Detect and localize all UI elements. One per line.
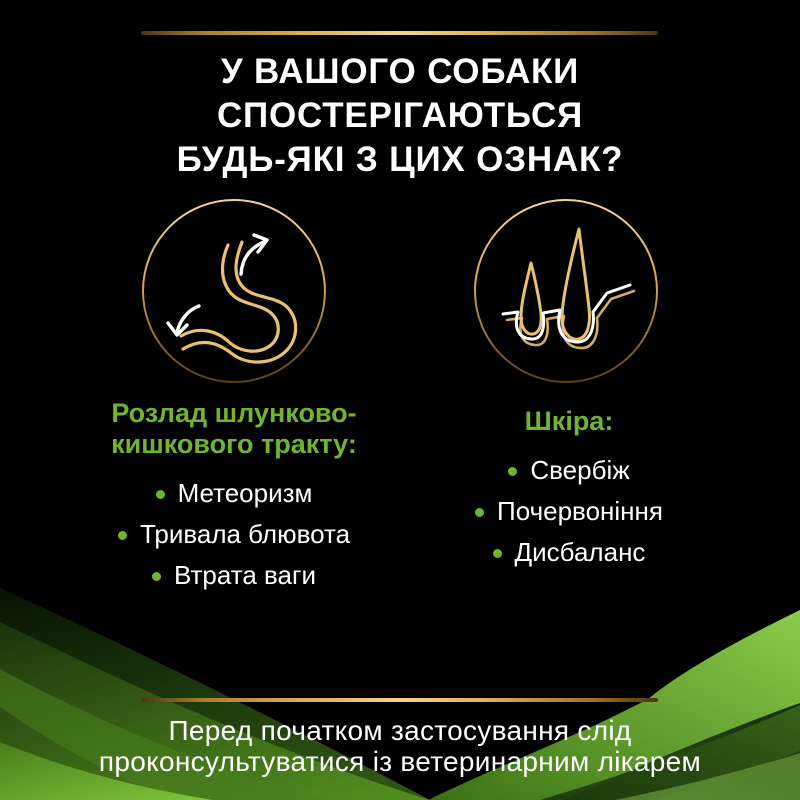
- list-item: [44, 479, 424, 507]
- hair-follicle-icon: [473, 198, 659, 384]
- list-item-label: Втрата ваги: [173, 560, 317, 590]
- disclaimer-line: проконсультуватися із ветеринарним лікарем: [98, 746, 702, 777]
- bullet-dot: [156, 490, 165, 499]
- page-title: [0, 50, 800, 182]
- bullet-dot: [152, 572, 161, 581]
- disclaimer-line: Перед початком застосування слід: [168, 715, 632, 746]
- heading-line: Шкіра:: [524, 406, 614, 436]
- list-item-label: Дисбаланс: [514, 537, 646, 567]
- section-digestive: [44, 398, 424, 602]
- page-title-line: СПОСТЕРІГАЮТЬСЯ: [216, 96, 584, 135]
- top-divider-line: [141, 31, 658, 35]
- list-item-label: Почервоніння: [497, 496, 663, 526]
- digestive-symptom-list: [44, 479, 424, 589]
- list-item: [44, 520, 424, 548]
- section-skin-heading: [409, 406, 729, 437]
- list-item-label: Тривала блювота: [139, 519, 351, 549]
- section-skin: [409, 406, 729, 579]
- bullet-dot: [493, 549, 502, 558]
- page-title-line: У ВАШОГО СОБАКИ: [220, 52, 580, 91]
- bottom-divider-line: [141, 698, 658, 702]
- stomach-arrows-icon: [141, 198, 327, 384]
- list-item-label: Свербіж: [530, 455, 630, 485]
- heading-line: Розлад шлунково-: [111, 398, 357, 428]
- list-item: [44, 561, 424, 589]
- list-item-label: Метеоризм: [177, 478, 313, 508]
- bullet-dot: [118, 531, 127, 540]
- skin-symptom-list: [409, 456, 729, 566]
- bullet-dot: [508, 467, 517, 476]
- list-item: [409, 456, 729, 484]
- list-item: [409, 497, 729, 525]
- disclaimer-text: [0, 715, 800, 777]
- list-item: [409, 538, 729, 566]
- page-title-line: БУДЬ-ЯКІ З ЦИХ ОЗНАК?: [176, 140, 624, 179]
- bullet-dot: [475, 508, 484, 517]
- heading-line: кишкового тракту:: [111, 429, 357, 459]
- section-digestive-heading: [44, 398, 424, 460]
